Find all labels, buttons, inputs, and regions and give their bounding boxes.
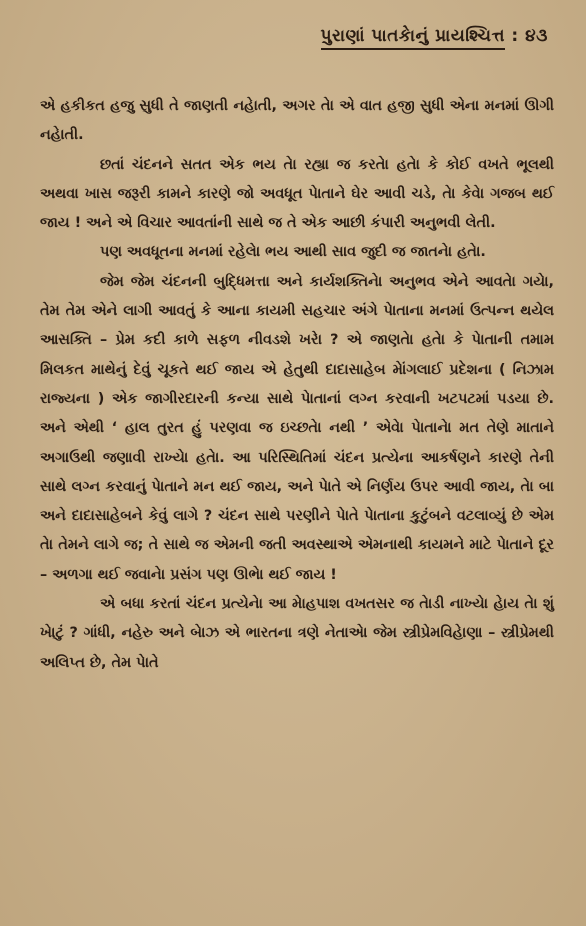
running-header — [248, 26, 548, 46]
page-number: ૪૩ — [525, 26, 548, 46]
chapter-title: પુરાણાં પાતકેાનું પ્રાયશ્ચિત્ત — [321, 26, 505, 50]
paragraph-1: એ હકીકત હજુ સુધી તે જાણતી નહેાતી, અગર તેા એ વાત હજી સુધી એના મનમાં ઊગી નહેાતી. — [40, 98, 554, 144]
header-separator: : — [511, 26, 519, 46]
paragraph-5: એ બધા કરતાં ચંદન પ્રત્યેનેા આ મેાહપાશ વખતસર જ તેાડી નાખ્યેા હેાય તેા શું ખેાટું ? ગાંધી, નહેરુ અને બેાઝ એ ભારતના ત્રણે નેતાએા જેમ સ્ત્રીપ્રેમવિહેાણા – સ્ત્રીપ્રેમથી અલિપ્ત છે, તેમ પેાતે — [40, 596, 554, 671]
body-text — [40, 92, 554, 678]
paragraph-4: જેમ જેમ ચંદનની બુદ્ધિમત્તા અને કાર્યશક્તિનેા અનુભવ એને આવતેા ગયેા, તેમ તેમ એને લાગી આવતું કે આના કાયમી સહચાર અંગે પેાતાના મનમાં ઉત્પન્ન થયેલ આસક્તિ – પ્રેમ કદી કાળે સફળ નીવડશે ખરેા ? એ જાણતેા હતેા કે પેાતાની તમામ મિલકત માથેનું દેવું ચૂકતે થઈ જાય એ હેતુથી દાદાસાહેબ મેાંગલાઈ પ્રદેશના ( નિઝામ રાજ્યના ) એક જાગીરદારની કન્યા સાથે પેાતાનાં લગ્ન કરવાની ખટપટમાં પડયા છે. અને એથી ‘ હાલ તુરત હું પરણવા જ ઇચ્છતેા નથી ’ એવેા પેાતાનેા મત તેણે માતાને અગાઉથી જણાવી રાખ્યેા હતેા. આ પરિસ્થિતિમાં ચંદન પ્રત્યેના આકર્ષણને કારણે તેની સાથે લગ્ન કરવાનું પેાતાને મન થઈ જાય, અને પેાતે એ નિર્ણય ઉપર આવી જાય, તેા બા અને દાદાસાહેબને કેવું લાગે ? ચંદન સાથે પરણીને પેાતે પેાતાના કુટુંબને વટલાવ્યું છે એમ તેા તેમને લાગે જ; તે સાથે જ એમની જતી અવસ્થાએ એમનાથી કાયમને માટે પેાતાને દૂર – અળગા થઈ જવાનેા પ્રસંગ પણ ઊભેા થઈ જાય ! — [40, 273, 554, 583]
paragraph-3: પણ અવધૂતના મનમાં રહેલેા ભય આથી સાવ જુદી જ જાતનેા હતેા. — [100, 244, 486, 261]
paragraph-2: છતાં ચંદનને સતત એક ભય તેા રહ્યા જ કરતેા હતેા કે કોઈ વખતે ભૂલથી અથવા ખાસ જરૂરી કામને કારણે જો અવધૂત પેાતાને ઘેર આવી ચડે, તેા કેવેા ગજબ થઈ જાય ! અને એ વિચાર આવતાંની સાથે જ તે એક આછી કંપારી અનુભવી લેતી. — [40, 156, 554, 232]
